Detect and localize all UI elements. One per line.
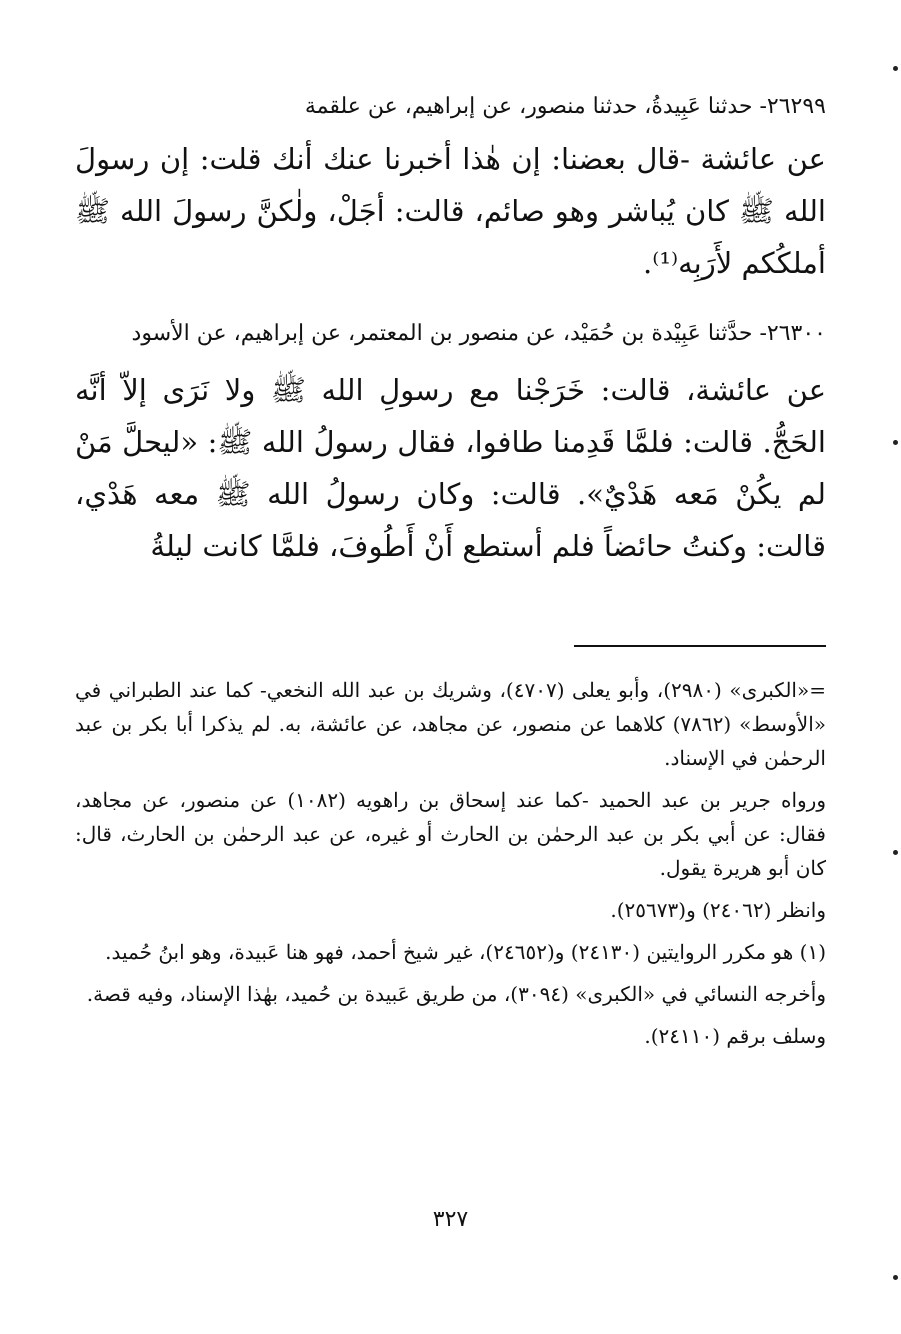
footnote-paragraph: وأخرجه النسائي في «الكبرى» (٣٠٩٤)، من طريق عَبيدة بن حُميد، بهٰذا الإسناد، وفيه قصة. — [86, 982, 826, 1006]
main-text — [75, 88, 826, 572]
hadith-26300-matn: عن عائشة، قالت: خَرَجْنا مع رسولِ الله ﷺ ولا نَرَى إلاّ أنَّه الحَجُّ. قالت: فلمَّا قَدِمنا طافوا، فقال رسولُ الله ﷺ: «ليحلَّ مَنْ لم يكُنْ مَعه هَدْيٌ». قالت: وكان رسولُ الله ﷺ معه هَدْي، قالت: وكنتُ حائضاً فلم أستطع أَنْ أَطُوفَ، فلمَّا كانت ليلةُ — [75, 373, 826, 563]
footnote-paragraph: وسلف برقم (٢٤١١٠). — [644, 1024, 826, 1048]
hadith-26299-matn: عن عائشة -قال بعضنا: إن هٰذا أخبرنا عنك أنك قلت: إن رسولَ الله ﷺ كان يُباشر وهو صائم، قالت: أجَلْ، ولٰكنَّ رسولَ الله ﷺ أملكُكم لأَرَبِه⁽¹⁾. — [75, 142, 826, 280]
footnote-1: (١) هو مكرر الروايتين (٢٤١٣٠) و(٢٤٦٥٢)، غير شيخ أحمد، فهو هنا عَبيدة، وهو ابنُ حُميد. — [105, 940, 826, 964]
page-number: ٣٢٧ — [432, 1207, 469, 1232]
margin-dot — [893, 66, 898, 71]
footnote-paragraph: ورواه جرير بن عبد الحميد -كما عند إسحاق بن راهويه (١٠٨٢) عن منصور، عن مجاهد، فقال: عن أبي بكر بن عبد الرحمٰن بن الحارث أو غيره، عن عبد الرحمٰن بن الحارث، قال: كان أبو هريرة يقول. — [75, 788, 826, 880]
hadith-26299-isnad: ٢٦٢٩٩- حدثنا عَبِيدةُ، حدثنا منصور، عن إبراهيم، عن علقمة — [304, 94, 826, 119]
margin-dot — [893, 1275, 898, 1280]
margin-dot — [893, 850, 898, 855]
footnote-continuation: =«الكبرى» (٢٩٨٠)، وأبو يعلى (٤٧٠٧)، وشريك بن عبد الله النخعي- كما عند الطبراني في «الأوسط» (٧٨٦٢) كلاهما عن منصور، عن مجاهد، عن عائشة، به. لم يذكرا أبا بكر بن عبد الرحمٰن في الإسناد. — [75, 678, 826, 770]
footnote-separator — [574, 645, 826, 647]
footnote-paragraph: وانظر (٢٤٠٦٢) و(٢٥٦٧٣). — [610, 898, 826, 922]
margin-dot — [893, 440, 898, 445]
hadith-26300-isnad: ٢٦٣٠٠- حدَّثنا عَبِيْدة بن حُمَيْد، عن منصور بن المعتمر، عن إبراهيم، عن الأسود — [131, 321, 826, 346]
footnotes — [75, 673, 826, 1061]
